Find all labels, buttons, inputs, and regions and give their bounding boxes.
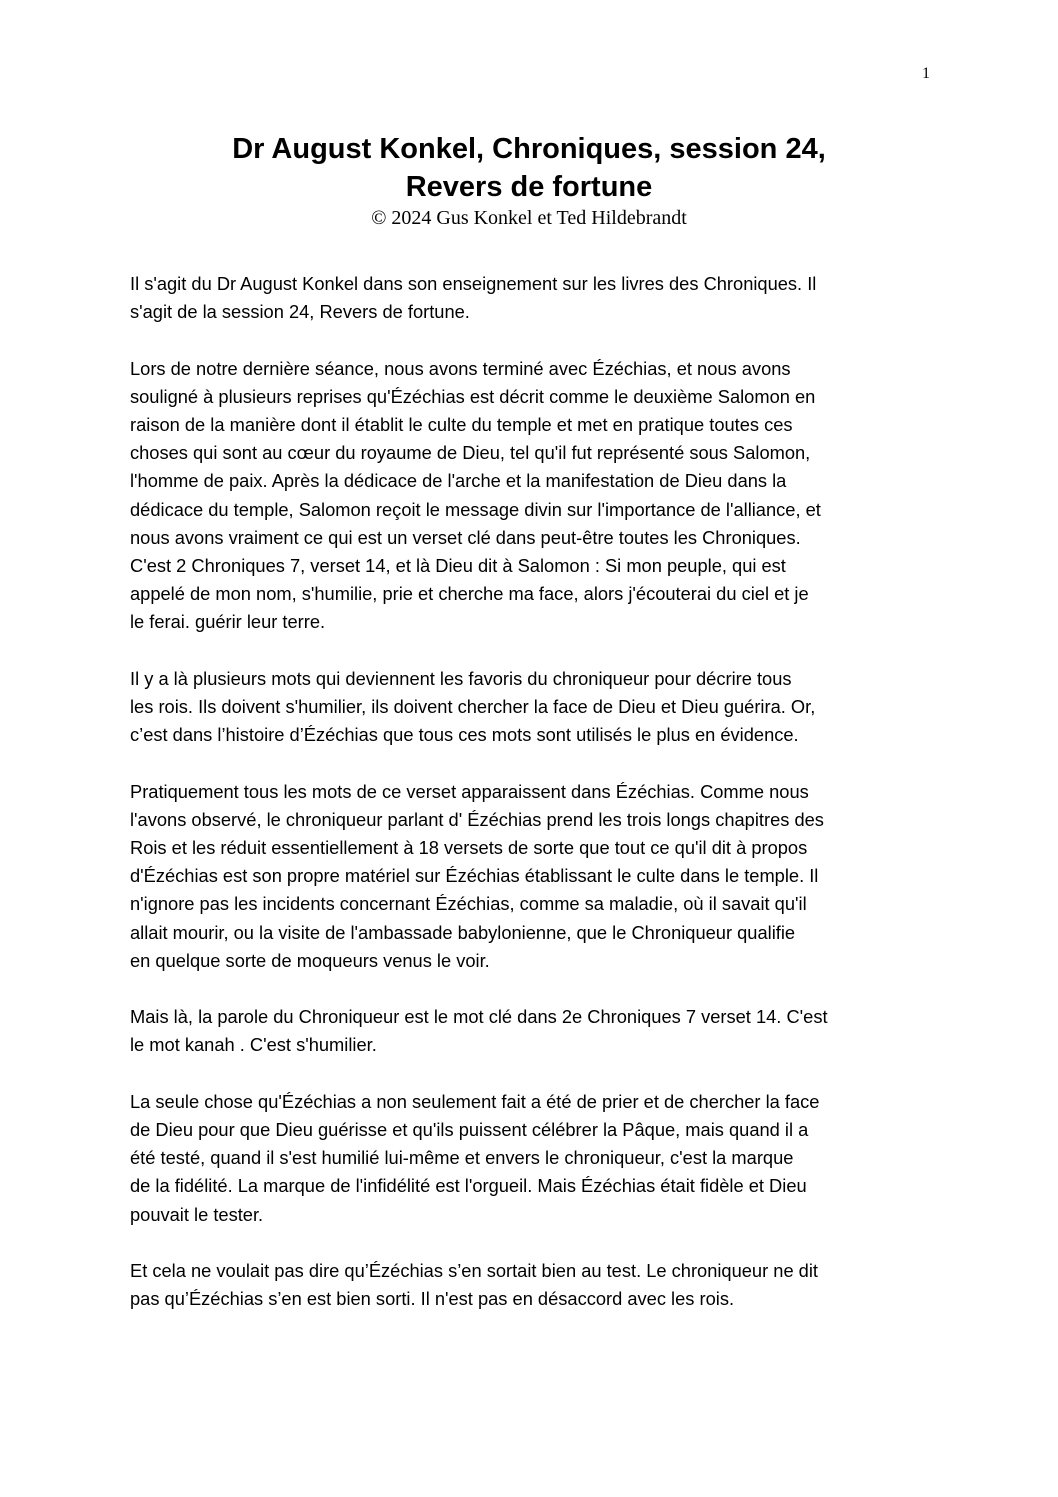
text-line: été testé, quand il s'est humilié lui-même et envers le chroniqueur, c'est la marque — [130, 1147, 794, 1169]
paragraph-6 — [130, 1088, 930, 1229]
paragraph-3 — [130, 665, 930, 750]
title-block — [0, 130, 1058, 230]
paragraph-1 — [130, 270, 930, 326]
text-line: raison de la manière dont il établit le culte du temple et met en pratique toutes ces — [130, 414, 793, 435]
paragraph-4 — [130, 778, 930, 975]
text-line: l'homme de paix. Après la dédicace de l'arche et la manifestation de Dieu dans la — [130, 470, 787, 492]
text-line: le ferai. guérir leur terre. — [130, 611, 326, 633]
text-line: l'avons observé, le chroniqueur parlant d' Ézéchias prend les trois longs chapitres des — [130, 808, 824, 830]
text-line: d'Ézéchias est son propre matériel sur Ézéchias établissant le culte dans le temple. Il — [130, 865, 819, 887]
document-body — [130, 270, 930, 1342]
text-line: Il s'agit du Dr August Konkel dans son enseignement sur les livres des Chroniques. Il — [130, 273, 817, 294]
text-line: les rois. Ils doivent s'humilier, ils doivent chercher la face de Dieu et Dieu guérira. Or, — [130, 696, 816, 718]
copyright-line: © 2024 Gus Konkel et Ted Hildebrandt — [371, 207, 687, 229]
paragraph-2 — [130, 355, 930, 637]
text-line: choses qui sont au cœur du royaume de Dieu, tel qu'il fut représenté sous Salomon, — [130, 442, 811, 464]
text-line: c’est dans l’histoire d’Ézéchias que tous ces mots sont utilisés le plus en évidence. — [130, 724, 799, 746]
text-line: C'est 2 Chroniques 7, verset 14, et là Dieu dit à Salomon : Si mon peuple, qui est — [130, 555, 786, 577]
text-line: Mais là, la parole du Chroniqueur est le mot clé dans 2e Chroniques 7 verset 14. C'est — [130, 1006, 828, 1028]
text-line: Et cela ne voulait pas dire qu’Ézéchias s’en sortait bien au test. Le chroniqueur ne dit — [130, 1260, 818, 1282]
page-number: 1 — [922, 65, 930, 82]
text-line: pas qu’Ézéchias s’en est bien sorti. Il n'est pas en désaccord avec les rois. — [130, 1288, 735, 1310]
text-line: n'ignore pas les incidents concernant Ézéchias, comme sa maladie, où il savait qu'il — [130, 893, 807, 915]
text-line: allait mourir, ou la visite de l'ambassade babylonienne, que le Chroniqueur qualifie — [130, 921, 796, 943]
text-line: Pratiquement tous les mots de ce verset apparaissent dans Ézéchias. Comme nous — [130, 780, 809, 802]
title-line-2: Revers de fortune — [405, 171, 653, 203]
text-line: dédicace du temple, Salomon reçoit le message divin sur l'importance de l'alliance, et — [130, 498, 821, 520]
text-line: nous avons vraiment ce qui est un verset clé dans peut-être toutes les Chroniques. — [130, 526, 801, 548]
text-line: pouvait le tester. — [130, 1203, 264, 1225]
text-line: le mot kanah . C'est s'humilier. — [130, 1034, 377, 1056]
text-line: Il y a là plusieurs mots qui deviennent les favoris du chroniqueur pour décrire tous — [130, 667, 792, 689]
text-line: La seule chose qu'Ézéchias a non seulement fait a été de prier et de chercher la face — [130, 1090, 820, 1112]
paragraph-7 — [130, 1257, 930, 1313]
text-line: souligné à plusieurs reprises qu'Ézéchias est décrit comme le deuxième Salomon en — [130, 385, 816, 407]
text-line: Rois et les réduit essentiellement à 18 versets de sorte que tout ce qu'il dit à propos — [130, 837, 808, 859]
text-line: de Dieu pour que Dieu guérisse et qu'ils puissent célébrer la Pâque, mais quand il a — [130, 1119, 809, 1141]
text-line: de la fidélité. La marque de l'infidélité est l'orgueil. Mais Ézéchias était fidèle et Dieu — [130, 1175, 807, 1197]
paragraph-5 — [130, 1003, 930, 1059]
text-line: Lors de notre dernière séance, nous avons terminé avec Ézéchias, et nous avons — [130, 357, 791, 379]
text-line: s'agit de la session 24, Revers de fortune. — [130, 301, 470, 323]
text-line: appelé de mon nom, s'humilie, prie et cherche ma face, alors j'écouterai du ciel et je — [130, 583, 809, 605]
title-line-1: Dr August Konkel, Chroniques, session 24, — [232, 133, 826, 165]
text-line: en quelque sorte de moqueurs venus le voir. — [130, 949, 490, 971]
